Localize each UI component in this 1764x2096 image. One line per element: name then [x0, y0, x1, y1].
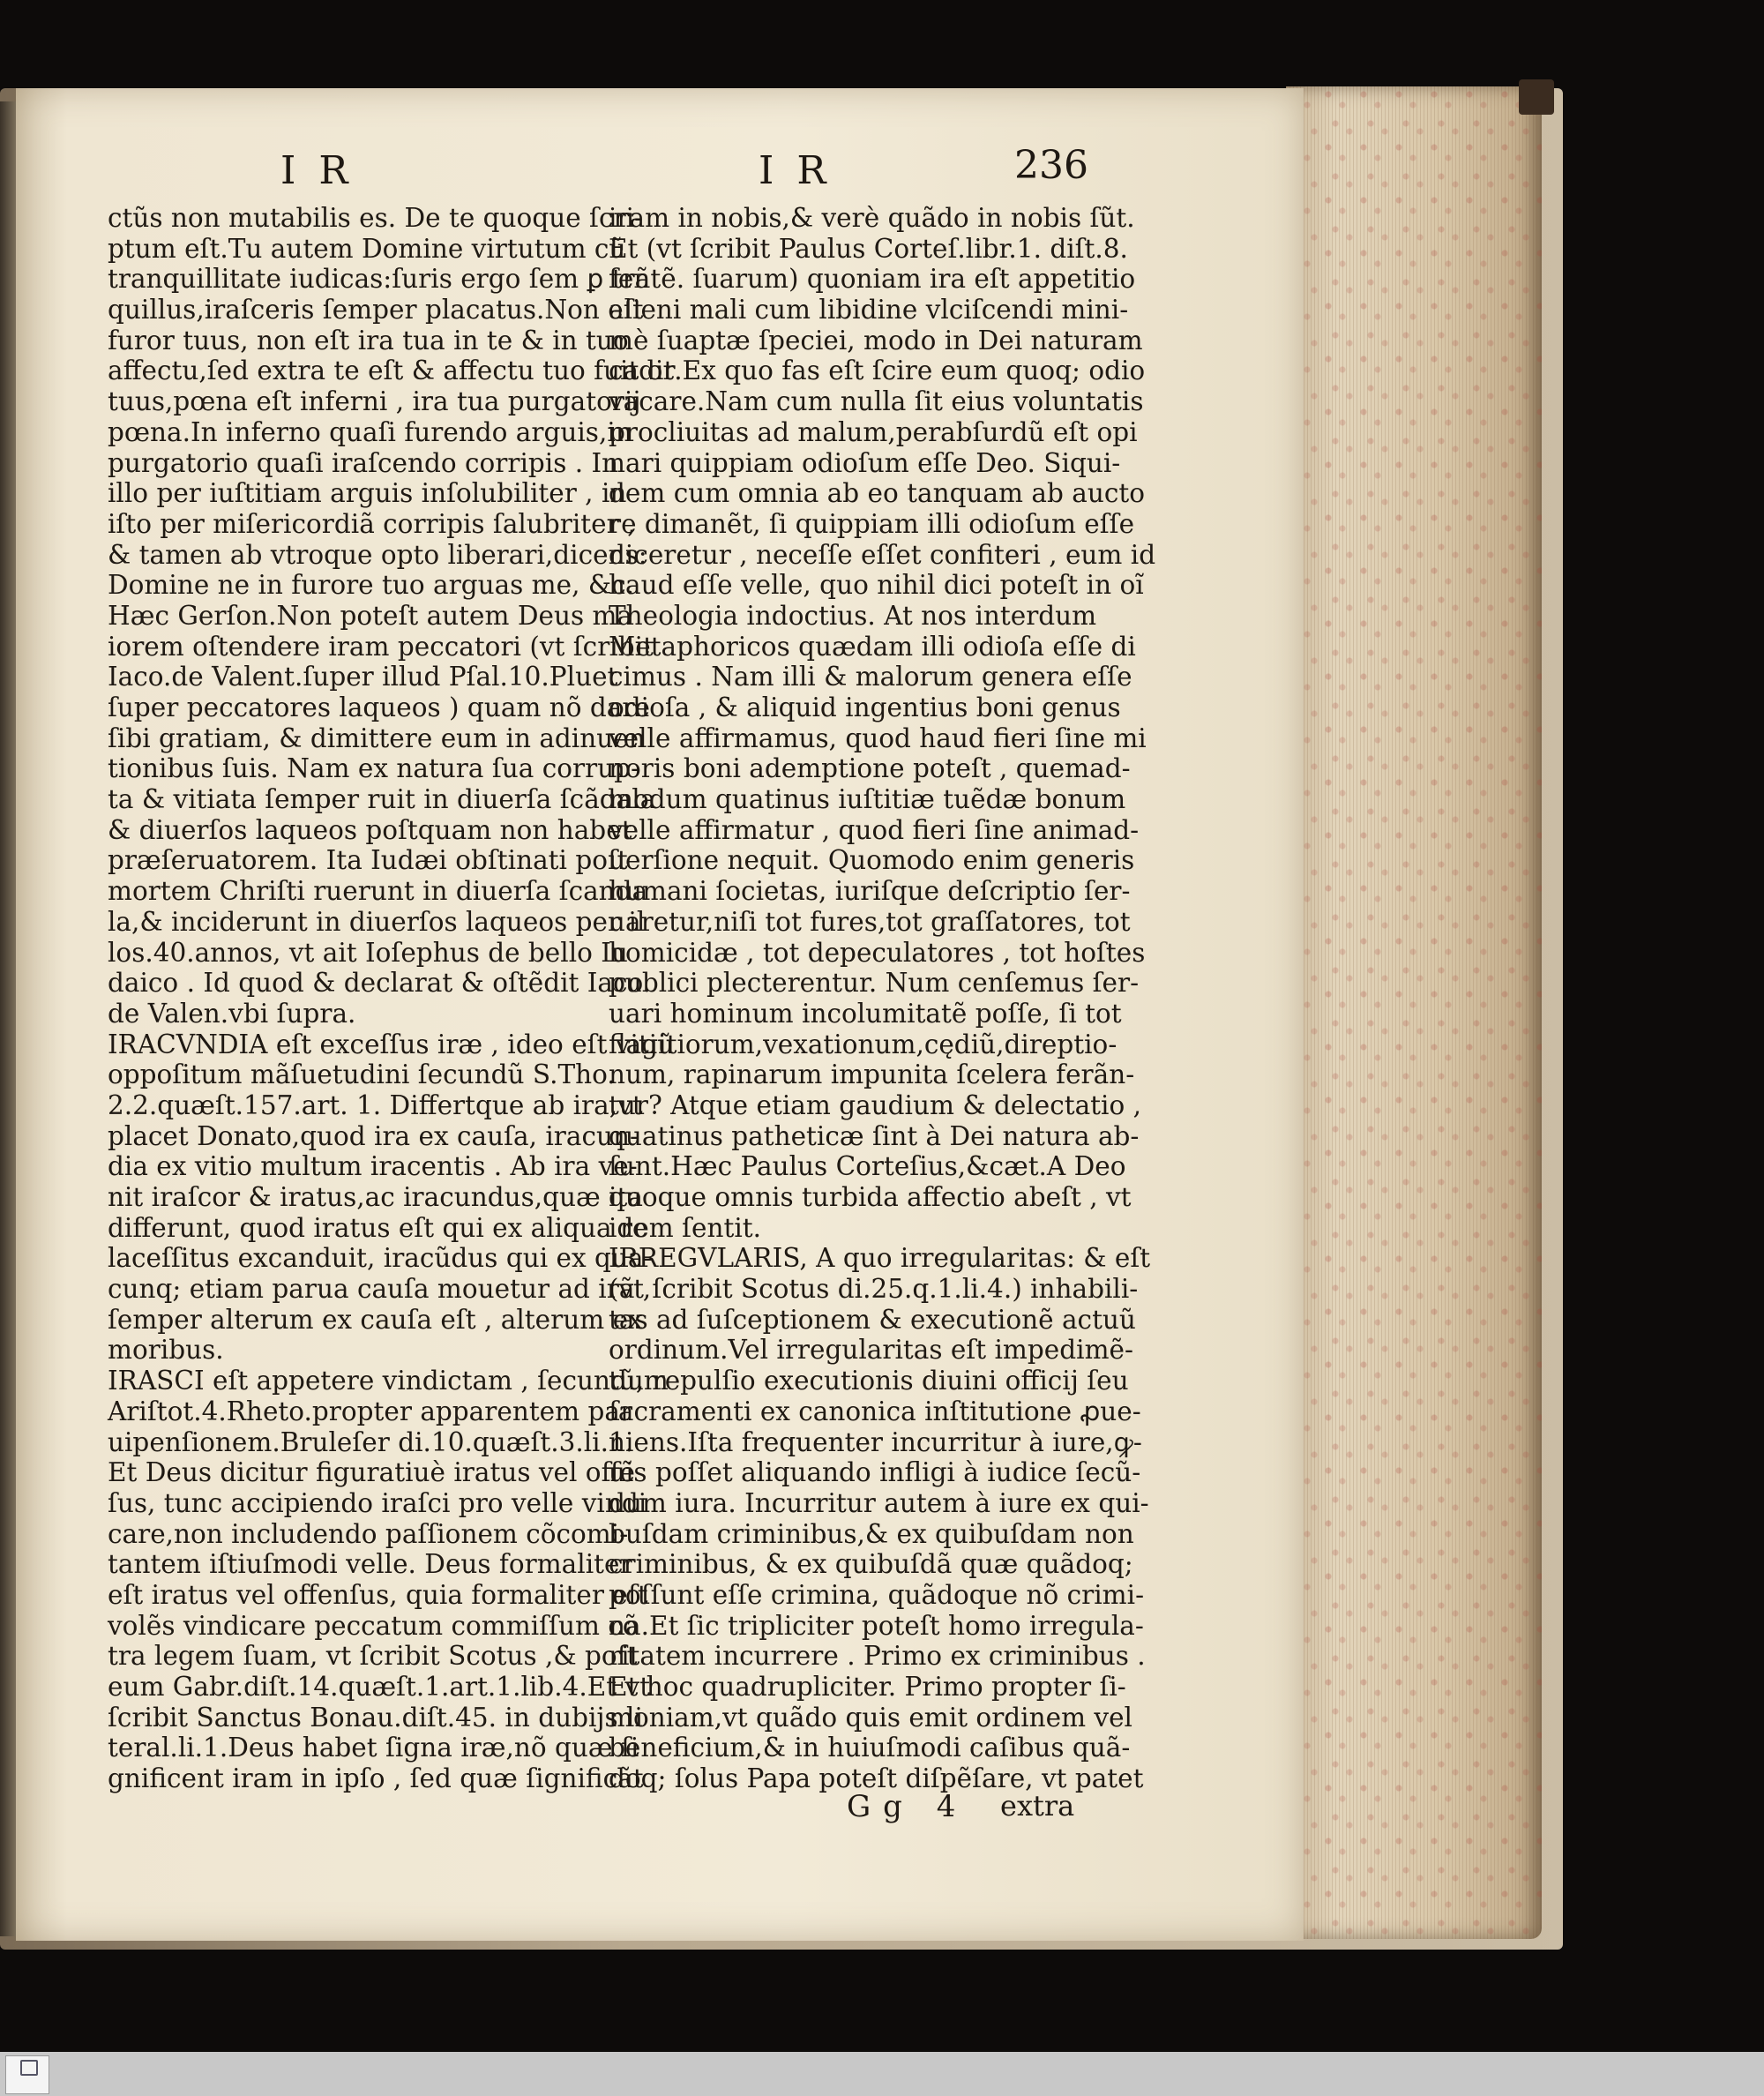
text-line: haud eſſe velle, quo nihil dici poteſt in oĩ [609, 570, 1144, 601]
text-line: vacare.Nam cum nulla ſit eius voluntatis [609, 386, 1144, 417]
text-line: tur? Atque etiam gaudium & delectatio , [609, 1089, 1141, 1120]
text-line: furor tuus, non eſt ira tua in te & in tuo [108, 325, 629, 356]
text-line: ſuper peccatores laqueos ) quam nõ dare [108, 692, 650, 722]
page-block-edges [1286, 86, 1542, 1939]
text-line: volẽs vindicare peccatum commiſſum cõ [108, 1610, 639, 1641]
text-line: & tamen ab vtroque opto liberari,dicens: [108, 539, 647, 570]
text-column-left [108, 203, 676, 1794]
library-logo-icon[interactable] [5, 2055, 49, 2094]
text-line: dum iura. Incurritur autem à iure ex qui- [609, 1487, 1149, 1518]
text-line: ſentẽ. ſuarum) quoniam ira eſt appetitio [609, 264, 1136, 295]
text-line: na.Et ſic tripliciter poteſt homo irregula- [609, 1610, 1144, 1641]
text-line: IRACVNDIA eſt exceſſus iræ , ideo eſt vitiũ [108, 1029, 675, 1059]
text-line: IRREGVLARIS, A quo irregularitas: & eſt [609, 1243, 1151, 1274]
text-line: placet Donato,quod ira ex cauſa, iracun- [108, 1120, 639, 1151]
text-line: de Valen.vbi ſupra. [108, 998, 356, 1029]
text-line: poſſunt eſſe crimina, quãdoque nõ crimi- [609, 1579, 1145, 1610]
text-line: ordinum.Vel irregularitas eſt impedimẽ- [609, 1335, 1133, 1366]
text-line: la,& inciderunt in diuerſos laqueos per il [108, 906, 646, 937]
text-line: humani ſocietas, iuriſque deſcriptio ſer- [609, 876, 1131, 907]
text-line: oppoſitum mãſuetudini ſecundũ S.Tho. [108, 1059, 616, 1090]
text-line: Ariſtot.4.Rheto.propter apparentem par [108, 1396, 633, 1426]
text-line: & diuerſos laqueos poſtquam non habet [108, 814, 632, 845]
running-head-right: I R [759, 148, 832, 193]
text-line: cunq; etiam parua cauſa mouetur ad irã , [108, 1274, 652, 1305]
edge-speckle [1286, 86, 1542, 1939]
text-line: noris boni ademptione poteſt , quemad- [609, 753, 1131, 784]
text-line: cimus . Nam illi & malorum genera eſſe [609, 662, 1132, 692]
text-line: daico . Id quod & declarat & oſtẽdit Iaco. [108, 968, 652, 999]
signature-mark: Gg 4 [847, 1789, 968, 1824]
text-line: tantem iſtiuſmodi velle. Deus formaliter [108, 1549, 632, 1580]
text-line: iorem oſtendere iram peccatori (vt ſcribit [108, 631, 654, 662]
text-line: dia ex vitio multum iracentis . Ab ira ve- [108, 1151, 638, 1182]
text-line: quoque omnis turbida affectio abeſt , vt [609, 1182, 1132, 1212]
text-line: quillus,iraſceris ſemper placatus.Non eſt [108, 295, 644, 326]
text-line: los.40.annos, vt ait Ioſephus de bello Iu [108, 937, 628, 968]
text-line: tas ad ſuſceptionem & executionẽ actuũ [609, 1304, 1136, 1335]
text-line: beneficium,& in huiuſmodi caſibus quã- [609, 1733, 1131, 1763]
text-line: diceretur , neceſſe eſſet confiteri , eum id [609, 539, 1156, 570]
text-line: Iaco.de Valent.ſuper illud Pſal.10.Pluet [108, 662, 618, 692]
text-line: ſibi gratiam, & dimittere eum in adinuen [108, 722, 646, 753]
cover-clasp [1519, 79, 1554, 115]
text-line: Hæc Gerſon.Non poteſt autem Deus ma [108, 600, 633, 631]
text-line: dem cum omnia ab eo tanquam ab aucto [609, 478, 1145, 509]
text-line: buſdam criminibus,& ex quibuſdam non [609, 1518, 1134, 1549]
text-line: Theologia indoctius. At nos interdum [609, 600, 1097, 631]
text-line: illo per iuſtitiam arguis inſolubiliter , in [108, 478, 627, 509]
text-line: nari quippiam odioſum eſſe Deo. Siqui- [609, 447, 1121, 478]
text-line: eum Gabr.diſt.14.quæſt.1.art.1.lib.4.Et vt [108, 1672, 651, 1702]
text-line: flagitiorum,vexationum,cędiũ,direptio- [609, 1029, 1117, 1059]
text-line: doq; ſolus Papa poteſt diſpẽſare, vt patet [609, 1763, 1144, 1794]
text-line: re dimanẽt, ſi quippiam illi odioſum eſſe [609, 508, 1135, 539]
text-line: tra legem ſuam, vt ſcribit Scotus ,& poſt [108, 1641, 638, 1672]
text-line: laceſſitus excanduit, iracũdus qui ex qua- [108, 1243, 653, 1274]
text-line: publici plecterentur. Num cenſemus ſer- [609, 968, 1140, 999]
text-line: iram in nobis,& verè quãdo in nobis ſũt. [609, 203, 1135, 233]
text-line: pœna.In inferno quaſi furendo arguis,in [108, 416, 632, 447]
text-line: differunt, quod iratus eſt qui ex aliqua re [108, 1212, 648, 1243]
text-line: ctũs non mutabilis es. De te quoque ſcri- [108, 203, 643, 233]
text-line: velle affirmatur , quod fieri ſine animad- [609, 814, 1140, 845]
text-line: ſus, tunc accipiendo iraſci pro velle vindi [108, 1487, 647, 1518]
text-line: criminibus, & ex quibuſdã quæ quãdoq; [609, 1549, 1133, 1580]
text-line: (vt ſcribit Scotus di.25.q.1.li.4.) inhabili- [609, 1274, 1139, 1305]
text-line: procliuitas ad malum,perabſurdũ eſt opi [609, 416, 1138, 447]
text-line: alieni mali cum libidine vlciſcendi mini- [609, 295, 1129, 326]
text-line: affectu,ſed extra te eſt & affectu tuo fuit or [108, 356, 676, 386]
text-line: uis poſſet aliquando infligi à iudice ſecũ- [609, 1457, 1141, 1488]
text-line: eſt iratus vel offenſus, quia formaliter eſt [108, 1579, 648, 1610]
text-line: ſacramenti ex canonica inſtitutione ꝓue- [609, 1396, 1141, 1426]
text-line: Domine ne in furore tuo arguas me, &c. [108, 570, 635, 601]
text-line: nit iraſcor & iratus,ac iracundus,quæ ita [108, 1182, 643, 1212]
text-line: ſunt.Hæc Paulus Corteſius,&cæt.A Deo [609, 1151, 1126, 1182]
text-line: 2.2.quæſt.157.art. 1. Differtque ab ira,vt [108, 1089, 643, 1120]
text-line: præſeruatorem. Ita Iudæi obſtinati poſt [108, 845, 628, 876]
text-line: ritatem incurrere . Primo ex criminibus . [609, 1641, 1146, 1672]
text-line: IRASCI eſt appetere vindictam , ſecundum [108, 1366, 669, 1396]
text-line: Et Deus dicitur figuratiuè iratus vel offẽ [108, 1457, 635, 1488]
text-column-right [609, 203, 1156, 1794]
text-line: ſemper alterum ex cauſa eſt , alterum ex [108, 1304, 643, 1335]
text-line: ſcribit Sanctus Bonau.diſt.45. in dubijs li [108, 1702, 643, 1733]
text-line: num, rapinarum impunita ſcelera ferãn- [609, 1059, 1135, 1090]
text-line: odioſa , & aliquid ingentius boni genus [609, 692, 1121, 722]
text-line: moribus. [108, 1335, 224, 1366]
text-line: homicidæ , tot depeculatores , tot hoſtes [609, 937, 1146, 968]
catchword: extra [1000, 1789, 1075, 1823]
text-line: uerſione nequit. Quomodo enim generis [609, 845, 1135, 876]
text-line: mortem Chriſti ruerunt in diuerſa ſcanda [108, 876, 648, 907]
text-line: uipenſionem.Bruleſer di.10.quæſt.3.li.1. [108, 1426, 634, 1457]
text-line: uaretur,niſi tot fures,tot graſſatores, tot [609, 906, 1131, 937]
text-line: care,non includendo paſſionem cõcomi- [108, 1518, 629, 1549]
text-line: moniam,vt quãdo quis emit ordinem vel [609, 1702, 1132, 1733]
text-line: ta & vitiata ſemper ruit in diuerſa ſcãdala [108, 784, 656, 815]
text-line: modum quatinus iuſtitiæ tuẽdæ bonum [609, 784, 1126, 815]
logo-mark-icon [20, 2060, 38, 2076]
text-line: iſto per miſericordiã corripis ſalubriter , [108, 508, 636, 539]
text-line: uari hominum incolumitatẽ poſſe, ſi tot [609, 998, 1122, 1029]
text-line: Metaphoricos quædam illi odioſa eſſe di [609, 631, 1136, 662]
text-line: cadit.Ex quo fas eſt ſcire eum quoq; odio [609, 356, 1146, 386]
text-line: quatinus patheticæ ſint à Dei natura ab- [609, 1120, 1140, 1151]
text-line: tranquillitate iudicas:ſuris ergo ſem ꝑ trã [108, 264, 651, 295]
text-line: tũ, repulſio executionis diuini officij ſeu [609, 1366, 1129, 1396]
page-number: 236 [1014, 143, 1088, 188]
text-line: Et (vt ſcribit Paulus Corteſ.libr.1. diſt.8. [609, 233, 1128, 264]
text-line: mè ſuaptæ ſpeciei, modo in Dei naturam [609, 325, 1143, 356]
text-line: purgatorio quaſi iraſcendo corripis . In [108, 447, 619, 478]
text-line: niens.Iſta frequenter incurritur à iure,ꝙ- [609, 1426, 1142, 1457]
text-line: tionibus ſuis. Nam ex natura ſua corrup- [108, 753, 640, 784]
text-line: tuus,pœna eſt inferni , ira tua purgatorij [108, 386, 641, 417]
text-line: Et hoc quadrupliciter. Primo propter ſi- [609, 1672, 1126, 1702]
text-line: gnificent iram in ipſo , ſed quæ ſignificãt [108, 1763, 644, 1794]
text-line: ptum eſt.Tu autem Domine virtutum cũ [108, 233, 626, 264]
viewer-footer-bar [0, 2052, 1764, 2096]
text-line: velle affirmamus, quod haud fieri ſine mi [609, 722, 1147, 753]
text-line: teral.li.1.Deus habet ſigna iræ,nõ quæ ſi [108, 1733, 639, 1763]
running-head-left: I R [280, 148, 354, 193]
text-line: idem ſentit. [609, 1212, 762, 1243]
